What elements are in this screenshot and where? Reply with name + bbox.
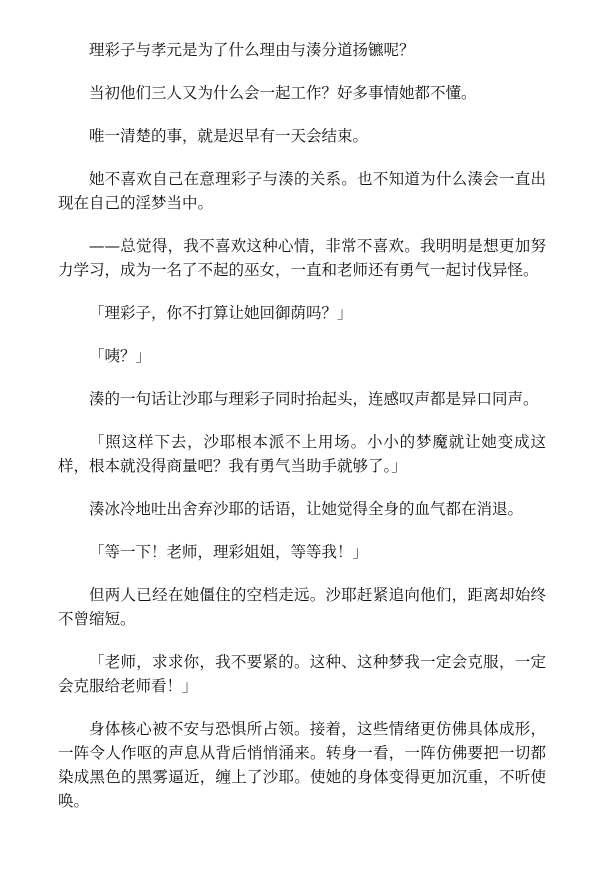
paragraph-14: 身体核心被不安与恐惧所占领。接着，这些情绪更仿佛具体成形，一阵令人作呕的声息从背后悄悄涌来。转身一看，一阵仿佛要把一切都染成黑色的黑雾逼近，缠上了沙耶。使她的身体变得更加沉重，不听使唤。 <box>58 720 546 810</box>
paragraph-10: 湊冰冷地吐出舍弃沙耶的话语，让她觉得全身的血气都在消退。 <box>89 500 524 518</box>
paragraph-13: 「老师，求求你，我不要紧的。这种、这种梦我一定会克服，一定会克服给老师看！」 <box>58 653 546 695</box>
paragraph-6: 「理彩子，你不打算让她回御荫吗？」 <box>89 304 353 322</box>
paragraph-2: 当初他们三人又为什么会一起工作？好多事情她都不懂。 <box>89 84 477 102</box>
paragraph-11: 「等一下！老师，理彩姐姐，等等我！」 <box>89 543 369 561</box>
paragraph-12: 但两人已经在她僵住的空档走远。沙耶赶紧追向他们，距离却始终不曾缩短。 <box>58 586 546 628</box>
paragraph-4: 她不喜欢自己在意理彩子与湊的关系。也不知道为什么湊会一直出现在自己的淫梦当中。 <box>58 170 546 212</box>
paragraph-8: 湊的一句话让沙耶与理彩子同时抬起头，连感叹声都是异口同声。 <box>89 390 539 408</box>
paragraph-1: 理彩子与孝元是为了什么理由与湊分道扬镳呢？ <box>89 41 415 59</box>
paragraph-9: 「照这样下去，沙耶根本派不上用场。小小的梦魔就让她变成这样，根本就没得商量吧？我有勇气当助手就够了。」 <box>58 433 546 475</box>
paragraph-3: 唯一清楚的事，就是迟早有一天会结束。 <box>89 127 369 145</box>
paragraph-7: 「咦？」 <box>89 347 152 365</box>
document-page <box>58 38 546 832</box>
paragraph-5: ——总觉得，我不喜欢这种心情，非常不喜欢。我明明是想更加努力学习，成为一名了不起的巫女，一直和老师还有勇气一起讨伐异怪。 <box>58 237 546 279</box>
